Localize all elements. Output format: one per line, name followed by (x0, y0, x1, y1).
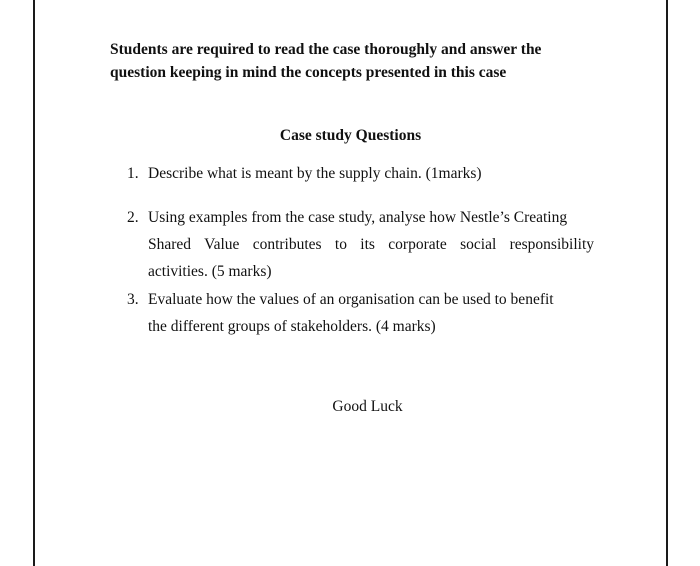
instructions-line-2: question keeping in mind the concepts presented in this case (110, 64, 507, 81)
question-number: 2. (127, 209, 139, 226)
closing-text: Good Luck (332, 398, 403, 415)
question-text (148, 160, 594, 187)
question-text (148, 204, 594, 285)
question-line: Describe what is meant by the supply chain. (1marks) (148, 165, 482, 182)
instructions (110, 38, 630, 84)
question-number: 1. (127, 165, 139, 182)
question-line: Using examples from the case study, analyse how Nestle’s Creating (148, 209, 568, 226)
section-heading: Case study Questions (279, 127, 422, 144)
question-text (148, 286, 594, 340)
question-number: 3. (127, 291, 139, 308)
instructions-line-1: Students are required to read the case thoroughly and answer the (110, 41, 542, 58)
question-line: Evaluate how the values of an organisation can be used to benefit (148, 291, 554, 308)
question-line: Shared Value contributes to its corporate social responsibility (148, 236, 594, 253)
question-line: activities. (5 marks) (148, 263, 272, 280)
question-line: the different groups of stakeholders. (4 marks) (148, 318, 436, 335)
document-page (33, 0, 668, 566)
